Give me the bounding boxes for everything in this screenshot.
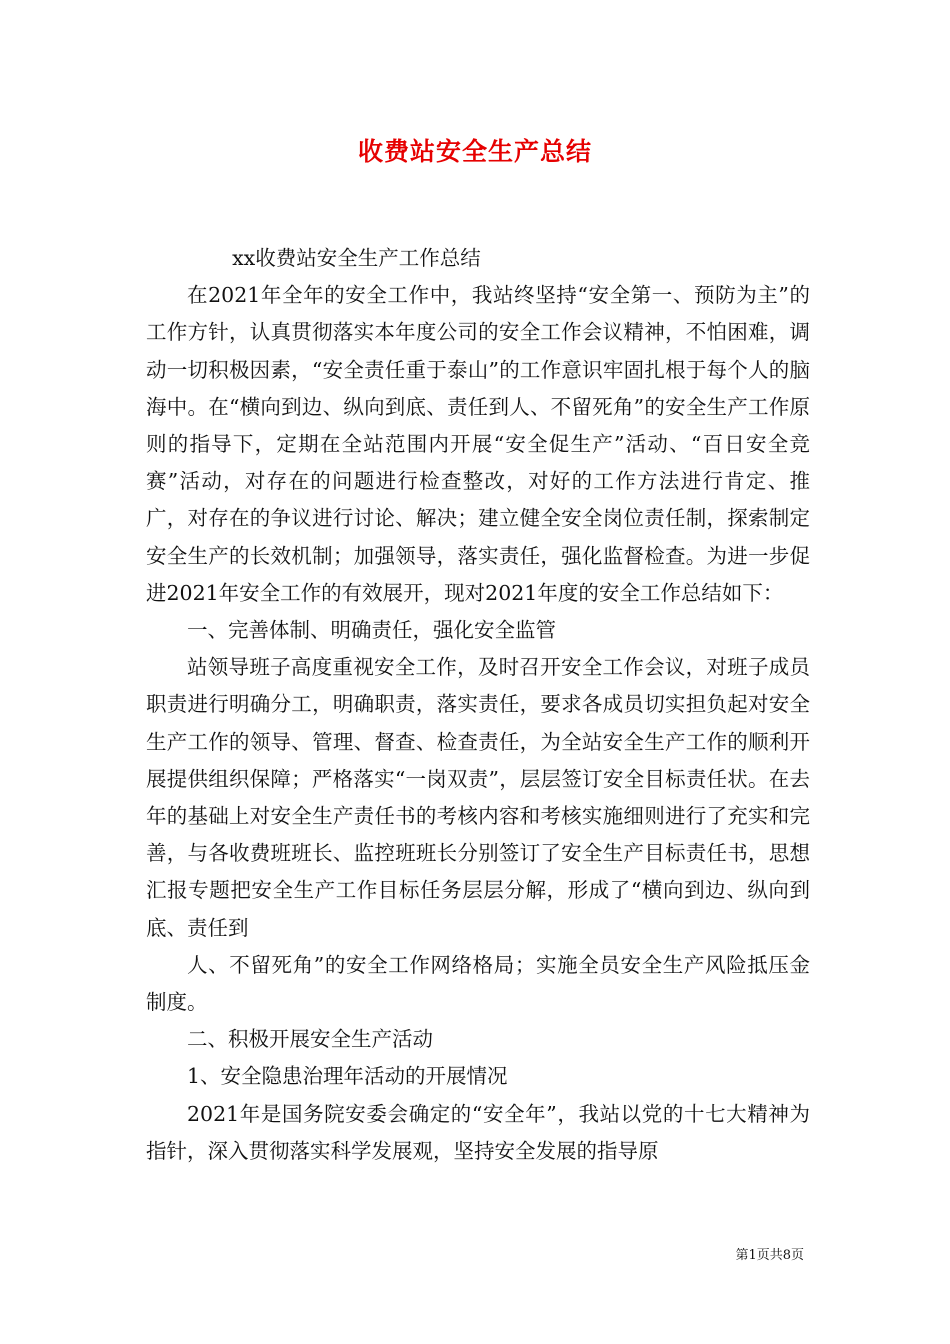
document-title: 收费站安全生产总结 [357,137,592,166]
document-body [146,240,810,1170]
body-paragraph: 2021年是国务院安委会确定的“安全年”，我站以党的十七大精神为指针，深入贯彻落实科学发展观，坚持安全发展的指导原 [146,1101,810,1163]
subsection-heading: 1、安全隐患治理年活动的开展情况 [187,1064,508,1089]
section-heading: 二、积极开展安全生产活动 [187,1027,433,1052]
page-number: 第1页共8页 [735,1248,804,1263]
body-paragraph: 在2021年全年的安全工作中，我站终坚持“安全第一、预防为主”的工作方针，认真贯彻落实本年度公司的安全工作会议精神，不怕困难，调动一切积极因素，“安全责任重于泰山”的工作意识牢固扎根于每个人的脑海中。在“横向到边、纵向到底、责任到人、不留死角”的安全生产工作原则的指导下，定期在全站范围内开展“安全促生产”活动、“百日安全竞赛”活动，对存在的问题进行检查整改，对好的工作方法进行肯定、推广，对存在的争议进行讨论、解决；建立健全安全岗位责任制，探索制定安全生产的长效机制；加强领导，落实责任，强化监督检查。为进一步促进2021年安全工作的有效展开，现对2021年度的安全工作总结如下： [146,283,810,605]
section-heading: 一、完善体制、明确责任，强化安全监管 [187,618,556,643]
body-paragraph: 站领导班子高度重视安全工作，及时召开安全工作会议，对班子成员职责进行明确分工，明确职责，落实责任，要求各成员切实担负起对安全生产工作的领导、管理、督查、检查责任，为全站安全生产工作的顺利开展提供组织保障；严格落实“一岗双责”，层层签订安全目标责任状。在去年的基础上对安全生产责任书的考核内容和考核实施细则进行了充实和完善，与各收费班班长、监控班班长分别签订了安全生产目标责任书，思想汇报专题把安全生产工作目标任务层层分解，形成了“横向到边、纵向到底、责任到 [146,655,810,940]
body-paragraph: 人、不留死角”的安全工作网络格局；实施全员安全生产风险抵压金制度。 [146,952,810,1015]
section-subtitle: xx收费站安全生产工作总结 [232,246,481,270]
